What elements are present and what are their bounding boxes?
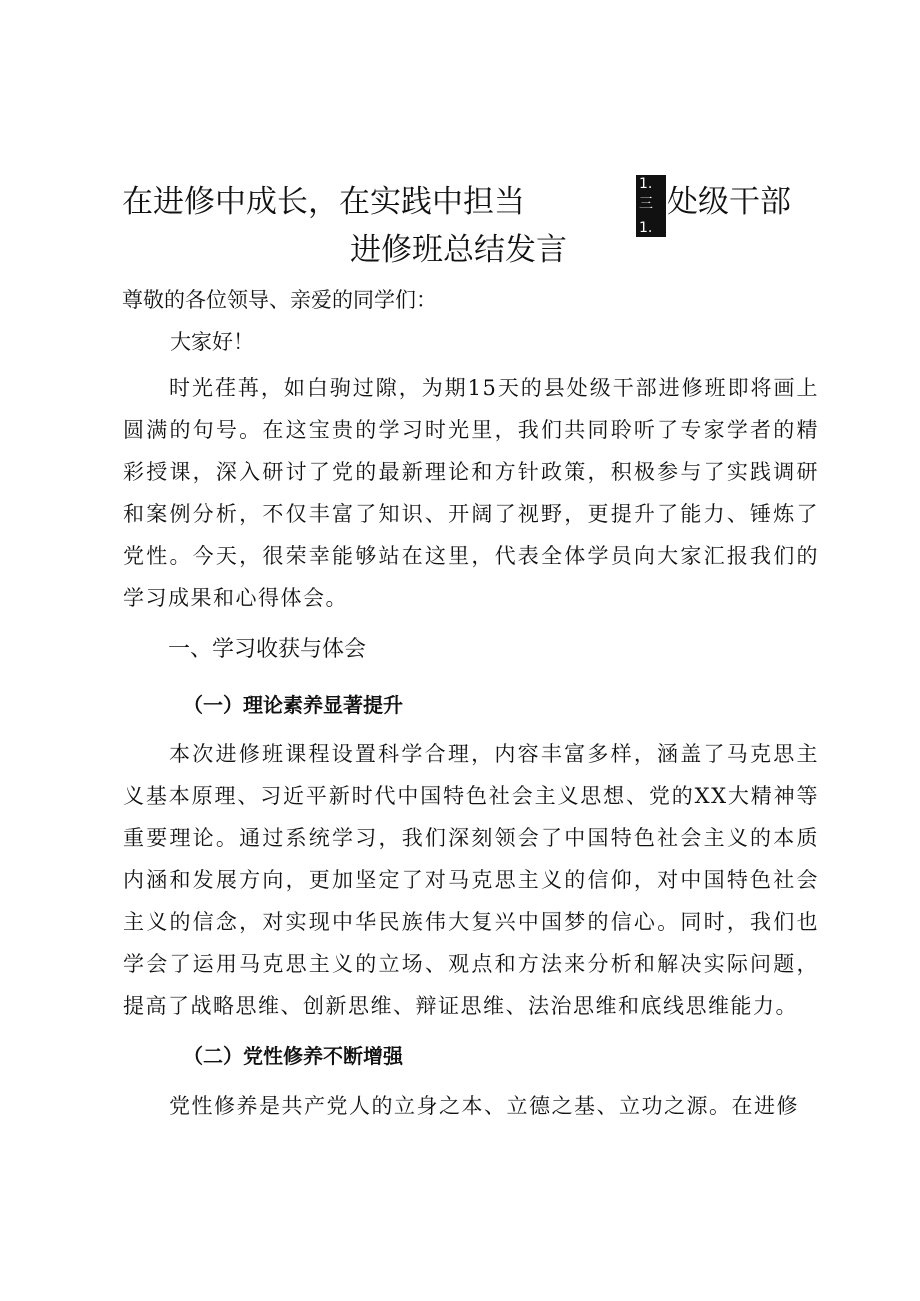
subsection-2-heading: （二）党性修养不断增强 — [183, 1044, 403, 1068]
subsection-1-heading: （一）理论素养显著提升 — [183, 693, 403, 717]
greeting: 大家好！ — [170, 330, 254, 354]
title-garbled-glyph-box — [636, 175, 666, 237]
section-1-heading: 一、学习收获与体会 — [168, 637, 367, 662]
subsection-2-paragraph: 党性修养是共产党人的立身之本、立德之基、立功之源。在进修 — [169, 1094, 799, 1118]
title-line-1: 在进修中成长，在实践中担当 — [122, 184, 525, 220]
intro-paragraph: 时光荏苒，如白驹过隙，为期15天的县处级干部进修班即将画上圆满的句号。在这宝贵的学习时光里，我们共同聆听了专家学者的精彩授课，深入研讨了党的最新理论和方针政策，积极参与了实践调研和案例分析，不仅丰富了知识、开阔了视野，更提升了能力、锤炼了党性。今天，很荣幸能够站在这里，代表全体学员向大家汇报我们的学习成果和心得体会。 — [123, 376, 819, 610]
title-suffix: 处级干部 — [667, 184, 791, 220]
title-line-2: 进修班总结发言 — [350, 232, 567, 268]
title-glyph-3: 1. — [639, 220, 653, 236]
salutation: 尊敬的各位领导、亲爱的同学们： — [122, 288, 437, 312]
title-glyph-2: 三 — [639, 196, 653, 212]
subsection-1-paragraph: 本次进修班课程设置科学合理，内容丰富多样，涵盖了马克思主义基本原理、习近平新时代中国特色社会主义思想、党的XX大精神等重要理论。通过系统学习，我们深刻领会了中国特色社会主义的本质内涵和发展方向，更加坚定了对马克思主义的信仰，对中国特色社会主义的信念，对实现中华民族伟大复兴中国梦的信心。同时，我们也学会了运用马克思主义的立场、观点和方法来分析和解决实际问题，提高了战略思维、创新思维、辩证思维、法治思维和底线思维能力。 — [123, 742, 819, 1018]
title-glyph-1: 1. — [639, 176, 653, 192]
